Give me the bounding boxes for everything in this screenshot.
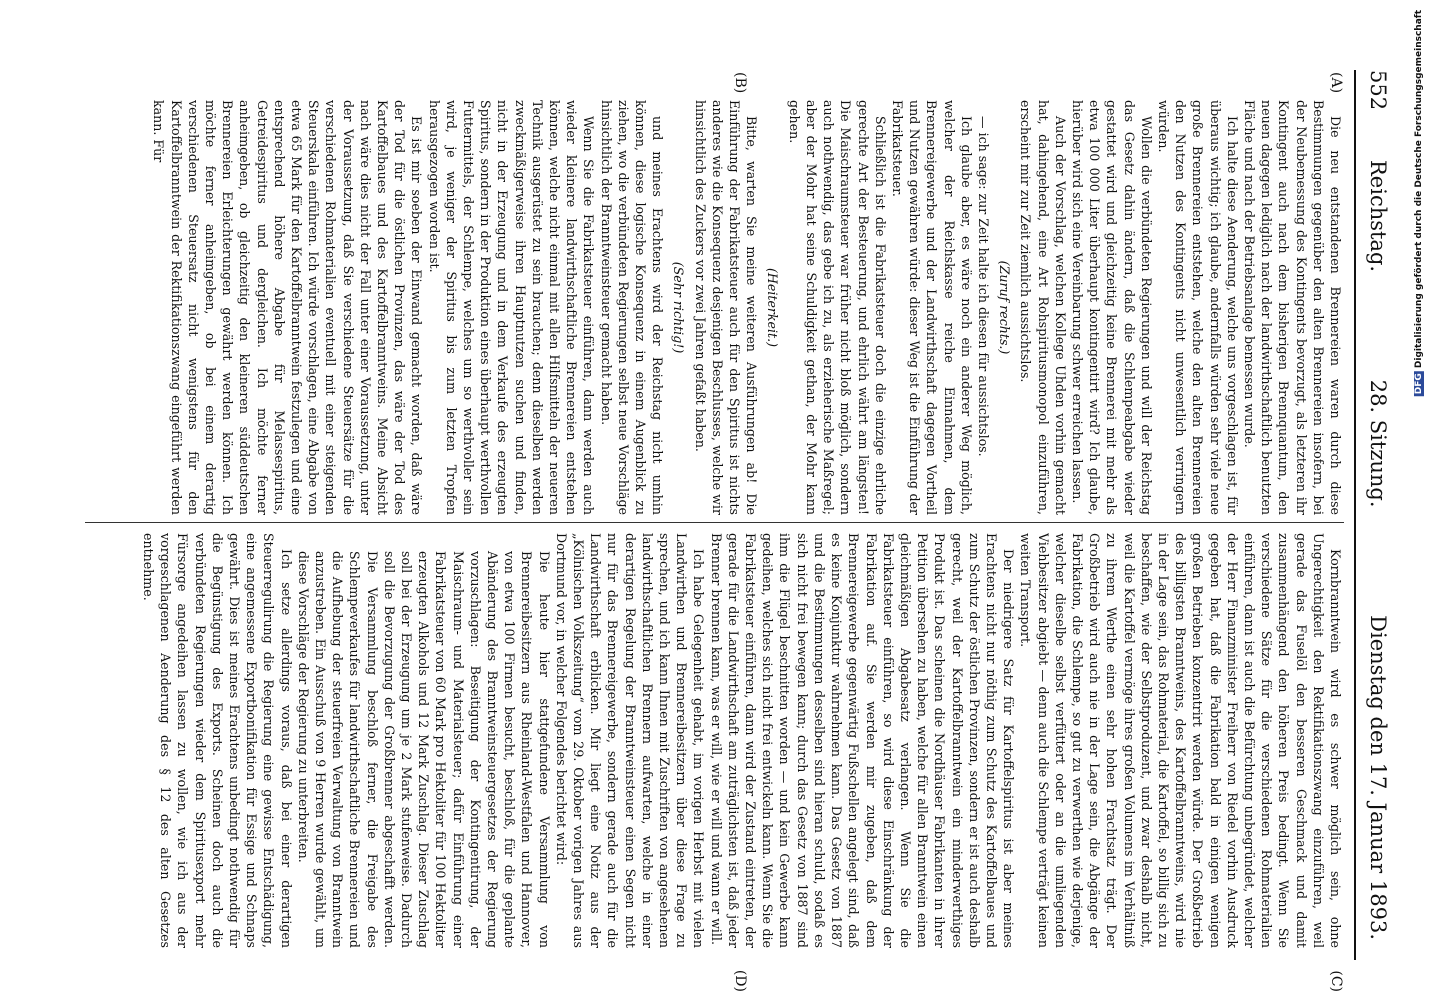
margin-marker-c: (C) (1328, 970, 1344, 992)
paragraph: Der niedrigere Satz für Kartoffelspiritus ist aber meines Erachtens nicht nur nöthig zum Schutz des Kartoffelbaues und zum Schutz der östlichen Provinzen, sondern er ist auch deshalb gerecht, weil der Kartoffelbranntwein ein minderwerthiges Produkt ist. Das scheinen die Nordhäuser Fabrikanten in ihrer Petition übersehen zu haben, welche für allen Branntwein einen gleichmäßigen Abgabesatz verlangen. Wenn Sie die Fabrikatsteuer einführen, so wird diese Einschränkung der Fabrikation auf. Sie werden mir zugeben, daß dem Brennereigewerbe gegenwärtig Fußschellen angelegt sind, daß es keine Konjunktur wahrnehmen kann. Das Gesetz von 1887 und die Bestimmungen desselben sind hieran schuld, sodaß es sich nicht frei bewegen kann; durch das Gesetz von 1887 sind ihm die Flügel beschnitten worden — und kein Gewerbe kann gedeihen, welches sich nicht frei entwickeln kann. Wenn Sie die Fabrikatsteuer einführen, dann wird der Zustand eintreten, der gerade für die Landwirthschaft am zuträglichsten ist, daß jeder Brenner brennen kann, was er will, wie er will und wann er will. (708, 533, 1017, 948)
interjection: (Heiterkeit.) (765, 268, 781, 347)
margin-marker-b: (B) (732, 72, 748, 94)
left-column (85, 100, 1344, 515)
header-title: Reichstag. (1366, 160, 1390, 273)
interjection: (Zuruf rechts.) (997, 260, 1013, 355)
paragraph: Ich halte diese Aenderung, welche uns vorgeschlagen ist, für überaus wichtig; ich glaube, andernfalls würden sehr viele neue große Brennereien entstehen, welche den alten Brennereien den Nutzen des Kontingents nicht unwesentlich verringern würden. (1155, 100, 1240, 515)
page-number: 552 (1366, 70, 1390, 111)
paragraph: Schließlich ist die Fabrikatsteuer doch die einzige ehrliche gerechte Art der Besteuerung, und ehrlich währt am längsten! Die Maischraumsteuer war früher nicht bloß möglich, sondern auch nothwendig, das gebe ich zu, als erzieherische Maßregel; aber der Mohr hat seine Schuldigkeit gethan, der Mohr kann gehen. (786, 100, 888, 515)
credit-text-block (1414, 10, 1424, 396)
header-rule (1354, 70, 1356, 960)
paragraph: Ich habe Gelegenheit gehabt, im vorigen Herbst mit vielen Landwirthen und Brennereibesitzern über diese Frage zu sprechen, und ich kann Ihnen mit Zuschriften von angesehenen landwirthschaftlichen Brennern aufwarten, welche in einer derartigen Regelung der Branntweinsteuer einen Segen nicht nur für das Brennereigewerbe, sondern gerade auch für die Landwirthschaft erblicken. Mir liegt eine Notiz aus der „Kölnischen Volkszeitung“ vom 29. Oktober vorigen Jahres aus Dortmund vor, in welcher Folgendes berichtet wird: (553, 533, 707, 948)
margin-marker-a: (A) (1328, 72, 1344, 94)
page-header (1360, 70, 1390, 960)
paragraph: Es ist mir soeben der Einwand gemacht worden, daß wäre der Tod für die östlichen Provinzen, das wäre der Tod des Kartoffelbaues und des Kartoffelbranntweins. Meine Absicht nach wäre dies nicht der Fall unter einer Voraussetzung, unter der Voraussetzung, daß Sie verschiedene Steuersätze für die verschiedenen Rohmaterialien eventuell mit einer steigenden Steuerskala einführen. Ich würde vorschlagen, eine Abgabe von etwa 65 Mark für den Kartoffelbranntwein festzulegen und eine entsprechend höhere Abgabe für Melassespiritus, Getreidespiritus und dergleichen. Ich möchte ferner anheimgeben, ob gleichzeitig den kleineren süddeutschen Brennereien Erleichterungen gewährt werden können. Ich möchte ferner anheimgeben, ob bei einem derartig verschiedenen Steuersatz nicht wenigstens für den Kartoffelbranntwein der Rektifikationszwang eingeführt werden kann. Für (151, 100, 425, 515)
digitization-note: Digitalisierung gefördert durch die Deutsche Forschungsgemeinschaft (1414, 10, 1424, 369)
header-date: Dienstag den 17. Januar 1893. (1366, 615, 1390, 940)
header-center (1366, 140, 1390, 960)
margin-marker-d: (D) (732, 969, 748, 992)
dfg-logo: DFG (1414, 373, 1424, 395)
paragraph: — ich sage: zur Zeit halte ich diesen für aussichtslos. (975, 116, 991, 457)
paragraph: und meines Erachtens wird der Reichstag nicht umhin können, diese logische Konsequenz in einem Augenblick zu ziehen, wo die verbündeten Regierungen selbst neue Vorschläge hinsichtlich der Branntweinsteuer gemacht haben. (598, 100, 666, 515)
paragraph: Wenn Sie die Fabrikatsteuer einführen, dann werden auch wieder kleinere landwirthschaftliche Brennereien entstehen können, welche nicht einmal mit allen Hilfsmitteln der neueren Technik ausgerüstet zu sein brauchen; denn dieselben werden zweckmäßigerweise ihren Hauptnutzen suchen und finden, nicht in der Erzeugung und in dem Verkaufe des erzeugten Spiritus, sondern in der Produktion eines überhaupt werthvollen Futtermittels, der Schlempe, welches um so werthvoller sein wird, je weniger der Spiritus bis zum letzten Tropfen herausgezogen worden ist. (426, 100, 597, 515)
quoted-report: Die heute hier stattgefundene Versammlung von Brennereibesitzern aus Rheinland-Westfalen und Hannover, von etwa 100 Firmen besucht, beschloß, für die geplante Abänderung des Branntweinsteuergesetzes der Regierung vorzuschlagen: Beseitigung der Kontingentirung, der Maischraum- und Materialsteuer; dafür Einführung einer Fabrikatsteuer von 60 Mark pro Hektoliter für 100 Hektoliter erzeugten Alkohols und 12 Mark Zuschlag. Dieser Zuschlag soll bei der Erzeugung um je 2 Mark stufenweise. Dadurch soll die Bevorzugung der Großbrenner abgeschafft werden. Die Versammlung beschloß ferner, die Freigabe des Schlempeverkaufes für landwirthschaftliche Brennereien und die Aufhebung der steuerfreien Verwaltung von Branntwein anzustreben. Ein Ausschuß von 9 Herren wurde gewählt, um diese Vorschläge der Regierung zu unterbreiten. (295, 551, 552, 948)
paragraph: Kornbranntwein wird es schwer möglich sein, ohne Ungerechtigkeit den Rektifikationszwang einzuführen, weil gerade das Fuselöl den besseren Geschmack und damit zusammenhängend den höheren Preis bedingt. Wenn Sie verschiedene Sätze für die verschiedenen Rohmaterialien einführen, dann ist auch die Befürchtung unbegründet, welcher der Herr Finanzminister Freiherr von Riedel vorhin Ausdruck gegeben hat, daß die Fabrikation bald in einigen wenigen großen Betrieben konzentrirt werden würde. Der Großbetrieb des billigsten Branntweins, des Kartoffelbranntweins, wird nie in der Lage sein, das Rohmaterial, die Kartoffel, so billig sich zu beschaffen, wie der Selbstproduzent, und zwar deshalb nicht, weil die Kartoffel vermöge ihres großen Volumens im Verhältniß zu ihrem Werthe einen sehr hohen Frachtsatz trägt. Der Großbetrieb wird auch nie in der Lage sein, die Abgänge der Fabrikation, die Schlempe, so gut zu verwerthen wie derjenige, welcher dieselbe selbst verfüttert oder an die umliegenden Viehbesitzer abgiebt — denn auch die Schlempe verträgt keinen weiten Transport. (1018, 533, 1343, 948)
paragraph: Ich setze allerdings voraus, daß bei einer derartigen Steuerregulirung die Regierung eine gewisse Entschädigung, eine angemessene Exportbonifikation für Essige und Schnaps gewährt. Dies ist meines Erachtens unbedingt nothwendig für die Begünstigung des Exports. Scheinen doch auch die verbündeten Regierungen wieder dem Spiritusexport mehr Fürsorge angedeihen lassen zu wollen, wie ich aus der vorgeschlagenen Aenderung des § 12 des alten Gesetzes entnehme. (140, 533, 294, 948)
right-column (85, 533, 1344, 948)
paragraph: Ich glaube aber, es wäre noch ein anderer Weg möglich, welcher der Reichskasse reiche Einnahmen, dem Brennereigewerbe und der Landwirthschaft dagegen Vortheil und Nutzen gewähren würde: dieser Weg ist die Einführung der Fabrikatsteuer. (889, 100, 974, 515)
paragraph: Wollen die verbündeten Regierungen und will der Reichstag das Gesetz dahin ändern, daß die Schlempeabgabe wieder gestattet wird und gleichzeitig keine Brennerei mit mehr als etwa 100 000 Liter überhaupt kontingentirt wird? Ich glaube, hierüber wird sich eine Vereinbarung schwer erreichen lassen. (1069, 100, 1154, 515)
paragraph: Bitte, warten Sie meine weiteren Ausführungen ab! Die Einführung der Fabrikatsteuer auch für den Spiritus ist nichts anderes wie die Konsequenz desjenigen Beschlusses, welche wir hinsichtlich des Zuckers vor zwei Jahren gefaßt haben. (692, 100, 760, 515)
paragraph: Auch der Vorschlag, welchen Kollege Uhden vorhin gemacht hat, dahingehend, eine Art Rohspiritusmonopol einzuführen, erscheint mir zur Zeit ziemlich aussichtslos. (1018, 100, 1068, 515)
header-session: 28. Sitzung. (1366, 379, 1390, 508)
column-divider (85, 522, 1344, 523)
interjection: (Sehr richtig!) (671, 261, 687, 354)
paragraph: Die neu entstandenen Brennereien waren durch diese Bestimmungen gegenüber den alten Brennereien insofern, bei der Neubemessung des Kontingents bevorzugt, als letzteren ihr Kontingent auch nach dem bisherigen Brennquantum, den neuen dagegen lediglich nach der landwirthschaftlich benutzten Fläche und nach der Betriebsanlage bemessen wurde. (1241, 100, 1343, 515)
digitization-credit (1414, 10, 1428, 510)
